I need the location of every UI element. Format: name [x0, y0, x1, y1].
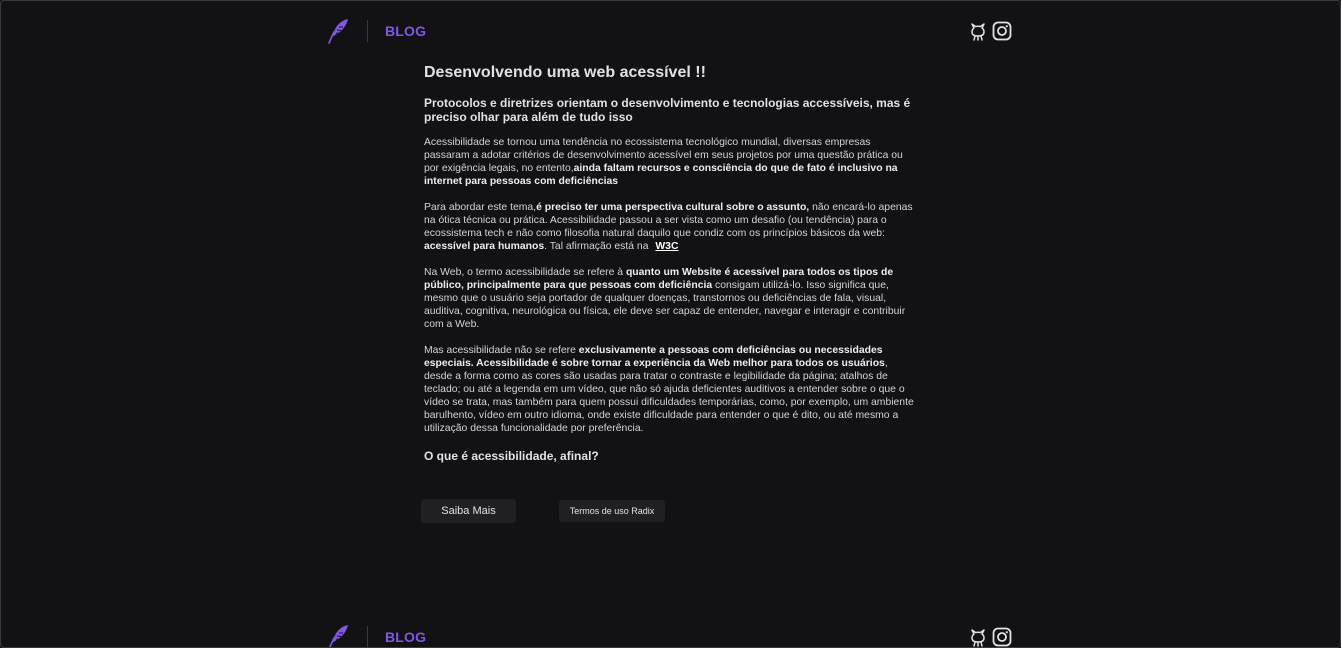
top-header [327, 16, 1010, 46]
w3c-link[interactable]: W3C [655, 241, 679, 252]
p3-text1: Na Web, o termo acessibilidade se refere à [424, 267, 626, 278]
feather-icon[interactable] [327, 624, 351, 648]
p2-text3: . Tal afirmação está na [544, 241, 652, 252]
brand-label[interactable]: BLOG [385, 23, 427, 39]
social-links [969, 21, 1010, 41]
p2-text1: Para abordar este tema, [424, 202, 537, 213]
p4-text1: Mas acessibilidade não se refere [424, 345, 579, 356]
paragraph-1 [424, 136, 916, 188]
p3-text2: consigam utilizá-lo. Isso significa que, mesmo que o usuário seja portador de qualquer doenças, transtornos ou deficiências de fala, visual, auditiva, cognitiva, neurológica ou física, ele deve ser capaz de entender, navegar e interagir e contribuir com a Web. [424, 280, 906, 330]
feather-icon[interactable] [327, 18, 351, 44]
header-divider [367, 20, 368, 42]
instagram-icon[interactable] [992, 627, 1010, 647]
article-title: Desenvolvendo uma web acessível !! [424, 64, 706, 81]
paragraph-2 [424, 201, 916, 253]
p4-text2: , desde a forma como as cores são usadas para tratar o contraste e legibilidade da página; atalhos de teclado; ou até a legenda em um vídeo, que não só ajuda deficientes auditivos a entender sobre o que o vídeo se trata, mas também para quem possui dificuldades temporárias, como, por exemplo, um ambiente barulhento, vídeo em outro idioma, onde existe dificuldade para entender o que é dito, ou até mesmo a utilização dessa funcionalidade por preferência. [424, 358, 914, 434]
github-icon[interactable] [969, 627, 987, 647]
blog-article [424, 63, 916, 463]
github-icon[interactable] [969, 21, 987, 41]
p4-strong1: exclusivamente a pessoas com deficiências ou necessidades especiais. Acessibilidade é sobre tornar a experiência da Web melhor para todos os usuários [424, 345, 885, 369]
p2-strong2: acessível para humanos [424, 241, 545, 252]
saiba-mais-button[interactable]: Saiba Mais [421, 499, 516, 523]
p2-text2: não encará-lo apenas na ótica técnica ou prática. Acessibilidade passou a ser vista como um desafio (ou tendência) para o ecossistema tech e não como filosofia natural daquilo que condiz com os princípios básicos da web: [424, 202, 913, 239]
paragraph-4 [424, 344, 916, 435]
article-subtitle: Protocolos e diretrizes orientam o desenvolvimento e tecnologias accessíveis, mas é preciso olhar para além de tudo isso [424, 96, 911, 124]
footer-divider [367, 626, 368, 648]
p1-text: Acessibilidade se tornou uma tendência no ecossistema tecnológico mundial, diversas empresas passaram a adotar critérios de desenvolvimento acessível em seus projetos por uma questão prática ou por exigência legais, no entento, [424, 137, 903, 174]
footer-brand-label[interactable]: BLOG [385, 629, 427, 645]
instagram-icon[interactable] [992, 21, 1010, 41]
footer-social-links [969, 627, 1010, 647]
paragraph-3 [424, 266, 916, 331]
termos-de-uso-button[interactable]: Termos de uso Radix [559, 500, 665, 522]
p3-strong1: quanto um Website é acessível para todos os tipos de público, principalmente para que pessoas com deficiência [424, 267, 894, 291]
p2-strong1: é preciso ter uma perspectiva cultural sobre o assunto, [536, 202, 810, 213]
article-question: O que é acessibilidade, afinal? [424, 449, 599, 463]
bottom-header [327, 622, 1010, 648]
p1-strong: ainda faltam recursos e consciência do que de fato é inclusivo na internet para pessoas com deficiências [424, 163, 898, 187]
